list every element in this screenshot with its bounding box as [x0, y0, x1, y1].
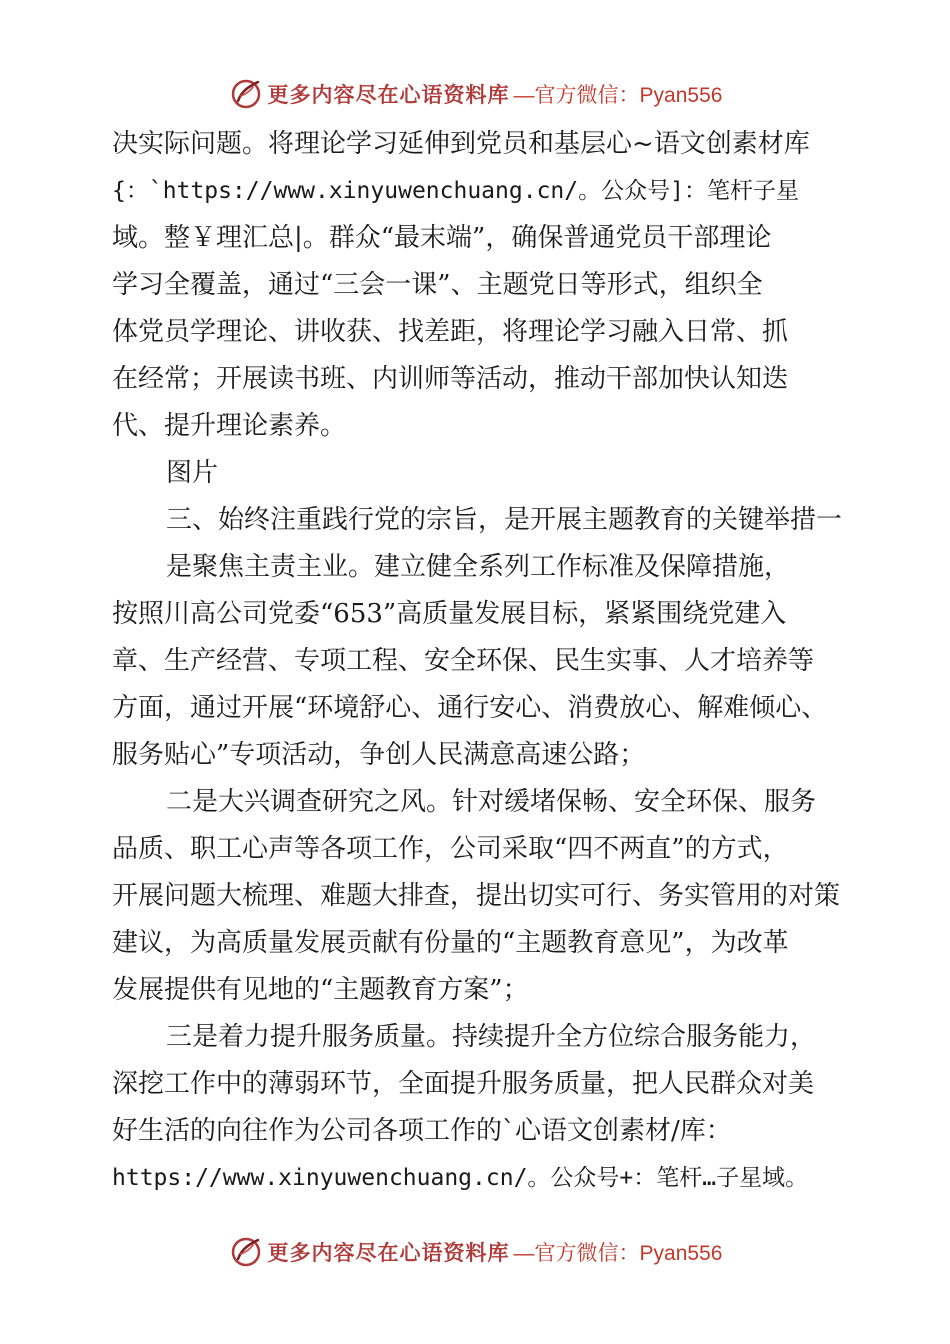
logo-icon [228, 76, 264, 112]
text-line: 是聚焦主责主业。建立健全系列工作标准及保障措施， [166, 552, 791, 582]
text-line: 发展提供有见地的“主题教育方案”； [112, 975, 529, 1005]
footer-wechat: —官方微信：Pyan556 [513, 1242, 723, 1265]
text-line: 代、提升理论素养。 [112, 411, 347, 441]
text-line: 好生活的向往作为公司各项工作的`心语文创素材/库： [112, 1116, 732, 1146]
text-line: 二是大兴调查研究之风。针对缓堵保畅、安全环保、服务 [166, 787, 817, 817]
text-line: 服务贴心”专项活动，争创人民满意高速公路； [112, 740, 646, 770]
text-line: {：`https://www.xinyuwenchuang.cn/。公众号]：笔杆子星 [112, 178, 799, 204]
document-body [112, 121, 852, 1202]
text-line: 域。整￥理汇总|。群众“最末端”，确保普通党员干部理论 [112, 223, 772, 253]
text-line: 建议，为高质量发展贡献有份量的“主题教育意见”，为改革 [112, 928, 789, 958]
section-heading: 三、始终注重践行党的宗旨，是开展主题教育的关键举措一 [166, 505, 843, 535]
header-wechat: —官方微信：Pyan556 [513, 84, 723, 107]
text-line: 三是着力提升服务质量。持续提升全方位综合服务能力， [166, 1022, 817, 1052]
text-line: https://www.xinyuwenchuang.cn/。公众号+：笔杆…子星域。 [112, 1165, 809, 1191]
text-line: 章、生产经营、专项工程、安全环保、民生实事、人才培养等 [112, 646, 815, 676]
image-placeholder-label: 图片 [166, 458, 219, 488]
text-line: 在经常；开展读书班、内训师等活动，推动干部加快认知迭 [112, 364, 789, 394]
header-brand: 更多内容尽在心语资料库 [267, 82, 510, 107]
text-line: 方面，通过开展“环境舒心、通行安心、消费放心、解难倾心、 [112, 693, 828, 723]
text-line: 深挖工作中的薄弱环节，全面提升服务质量，把人民群众对美 [112, 1069, 815, 1099]
text-line: 品质、职工心声等各项工作，公司采取“四不两直”的方式， [112, 834, 789, 864]
text-line: 决实际问题。将理论学习延伸到党员和基层心~语文创素材库 [112, 129, 810, 159]
header-banner [0, 74, 950, 114]
text-line: 开展问题大梳理、难题大排查，提出切实可行、务实管用的对策 [112, 881, 841, 911]
footer-banner [0, 1232, 950, 1272]
text-line: 学习全覆盖，通过“三会一课”、主题党日等形式，组织全 [112, 270, 763, 300]
logo-icon [228, 1234, 264, 1270]
text-line: 体党员学理论、讲收获、找差距，将理论学习融入日常、抓 [112, 317, 789, 347]
text-line: 按照川高公司党委“653”高质量发展目标，紧紧围绕党建入 [112, 599, 787, 629]
footer-brand: 更多内容尽在心语资料库 [267, 1240, 510, 1265]
